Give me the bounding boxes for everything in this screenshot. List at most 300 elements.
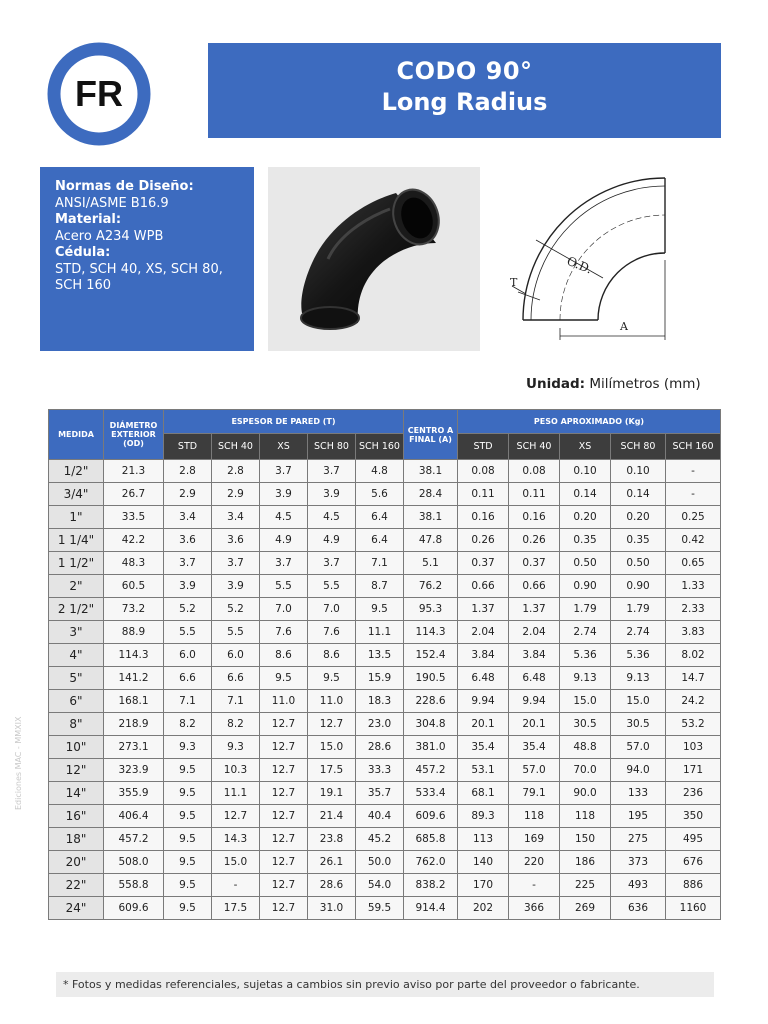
table-cell: 1.79	[611, 598, 666, 621]
table-cell: 3.4	[212, 506, 260, 529]
table-cell: 0.50	[611, 552, 666, 575]
header-espesor: ESPESOR DE PARED (T)	[164, 410, 404, 434]
table-cell: 0.16	[458, 506, 509, 529]
table-cell: 4.8	[356, 460, 404, 483]
table-cell: 5.5	[260, 575, 308, 598]
normas-label: Normas de Diseño:	[55, 179, 194, 194]
table-cell: 355.9	[104, 782, 164, 805]
table-cell: 12.7	[260, 713, 308, 736]
table-cell: 0.10	[611, 460, 666, 483]
table-cell: 6"	[49, 690, 104, 713]
table-row	[49, 851, 721, 874]
table-cell: 12.7	[260, 736, 308, 759]
table-cell: 30.5	[611, 713, 666, 736]
table-cell: 228.6	[404, 690, 458, 713]
table-cell: 48.8	[560, 736, 611, 759]
table-cell: 45.2	[356, 828, 404, 851]
table-cell: 3.7	[212, 552, 260, 575]
table-cell: 7.1	[356, 552, 404, 575]
unit-value: Milímetros (mm)	[589, 376, 701, 392]
title-banner	[208, 43, 721, 138]
table-cell: 685.8	[404, 828, 458, 851]
table-row	[49, 552, 721, 575]
table-cell: 7.0	[260, 598, 308, 621]
table-cell: 12.7	[260, 874, 308, 897]
edition-watermark: Ediciones MAC - MMXIX	[14, 716, 23, 810]
table-cell: 275	[611, 828, 666, 851]
table-cell: 48.3	[104, 552, 164, 575]
sub-t-xs: XS	[260, 434, 308, 460]
table-cell: 70.0	[560, 759, 611, 782]
table-cell: 457.2	[104, 828, 164, 851]
table-cell: 33.3	[356, 759, 404, 782]
dimensions-table	[48, 409, 721, 920]
table-cell: 533.4	[404, 782, 458, 805]
sub-t-sch160: SCH 160	[356, 434, 404, 460]
table-cell: 273.1	[104, 736, 164, 759]
table-cell: 0.11	[509, 483, 560, 506]
table-cell: 42.2	[104, 529, 164, 552]
table-cell: 2.33	[666, 598, 721, 621]
table-cell: 15.9	[356, 667, 404, 690]
logo-text: FR	[75, 73, 123, 114]
sub-w-sch160: SCH 160	[666, 434, 721, 460]
table-cell: 28.6	[356, 736, 404, 759]
table-cell: 218.9	[104, 713, 164, 736]
table-cell: 15.0	[212, 851, 260, 874]
table-cell: 1.33	[666, 575, 721, 598]
table-cell: 5.36	[611, 644, 666, 667]
table-cell: 14.7	[666, 667, 721, 690]
table-cell: 53.2	[666, 713, 721, 736]
table-cell: 57.0	[509, 759, 560, 782]
cedula-value-1: STD, SCH 40, XS, SCH 80,	[55, 261, 223, 277]
table-cell: 17.5	[308, 759, 356, 782]
table-cell: 3/4"	[49, 483, 104, 506]
table-cell: 150	[560, 828, 611, 851]
table-cell: 57.0	[611, 736, 666, 759]
table-cell: 140	[458, 851, 509, 874]
a-label: A	[620, 320, 628, 333]
table-cell: 6.6	[164, 667, 212, 690]
table-cell: 0.14	[611, 483, 666, 506]
material-label: Material:	[55, 212, 122, 227]
table-cell: 18.3	[356, 690, 404, 713]
table-cell: 1.79	[560, 598, 611, 621]
table-cell: 186	[560, 851, 611, 874]
table-cell: 35.4	[458, 736, 509, 759]
elbow-illustration	[268, 167, 480, 351]
table-cell: 12.7	[260, 759, 308, 782]
table-cell: 12"	[49, 759, 104, 782]
table-row	[49, 713, 721, 736]
table-cell: 0.08	[458, 460, 509, 483]
table-cell: 9.5	[356, 598, 404, 621]
table-cell: 26.7	[104, 483, 164, 506]
table-cell: 2.9	[212, 483, 260, 506]
table-cell: 5.6	[356, 483, 404, 506]
table-cell: 88.9	[104, 621, 164, 644]
table-cell: 676	[666, 851, 721, 874]
table-cell: 0.11	[458, 483, 509, 506]
table-row	[49, 529, 721, 552]
table-cell: 1"	[49, 506, 104, 529]
table-cell: 1 1/4"	[49, 529, 104, 552]
table-cell: 10.3	[212, 759, 260, 782]
table-cell: 2.04	[458, 621, 509, 644]
table-cell: 8.2	[164, 713, 212, 736]
table-cell: 16"	[49, 805, 104, 828]
table-cell: 114.3	[404, 621, 458, 644]
table-cell: 202	[458, 897, 509, 920]
table-cell: 5.2	[212, 598, 260, 621]
table-cell: 38.1	[404, 506, 458, 529]
table-cell: 28.6	[308, 874, 356, 897]
table-cell: 23.0	[356, 713, 404, 736]
table-cell: 14"	[49, 782, 104, 805]
table-cell: 15.0	[308, 736, 356, 759]
sub-t-sch40: SCH 40	[212, 434, 260, 460]
table-cell: 5"	[49, 667, 104, 690]
sub-t-std: STD	[164, 434, 212, 460]
table-cell: 1.37	[509, 598, 560, 621]
table-cell: 11.0	[308, 690, 356, 713]
table-cell: 23.8	[308, 828, 356, 851]
header-diametro: DIÁMETRO EXTERIOR (OD)	[104, 410, 164, 460]
table-cell: 190.5	[404, 667, 458, 690]
table-cell: 3.9	[212, 575, 260, 598]
table-row	[49, 644, 721, 667]
table-cell: 5.1	[404, 552, 458, 575]
table-cell: 11.1	[212, 782, 260, 805]
table-row	[49, 598, 721, 621]
table-cell: 323.9	[104, 759, 164, 782]
table-cell: 15.0	[560, 690, 611, 713]
table-cell: 60.5	[104, 575, 164, 598]
table-cell: 457.2	[404, 759, 458, 782]
table-cell: 3.6	[164, 529, 212, 552]
table-cell: 0.66	[509, 575, 560, 598]
table-cell: 381.0	[404, 736, 458, 759]
table-cell: 0.35	[560, 529, 611, 552]
table-cell: 5.5	[212, 621, 260, 644]
table-cell: 4.9	[308, 529, 356, 552]
table-cell: 59.5	[356, 897, 404, 920]
table-cell: 11.0	[260, 690, 308, 713]
table-cell: 6.6	[212, 667, 260, 690]
table-cell: 20.1	[458, 713, 509, 736]
table-cell: 8"	[49, 713, 104, 736]
design-specs	[40, 167, 254, 351]
cedula-value-2: SCH 160	[55, 278, 112, 293]
table-cell: 90.0	[560, 782, 611, 805]
table-cell: 3"	[49, 621, 104, 644]
table-cell: 6.4	[356, 529, 404, 552]
table-cell: 304.8	[404, 713, 458, 736]
table-cell: 2.04	[509, 621, 560, 644]
table-cell: 14.3	[212, 828, 260, 851]
table-cell: 6.48	[458, 667, 509, 690]
table-cell: 114.3	[104, 644, 164, 667]
table-cell: 133	[611, 782, 666, 805]
table-cell: 9.5	[164, 759, 212, 782]
table-cell: 168.1	[104, 690, 164, 713]
table-cell: 3.84	[458, 644, 509, 667]
table-row	[49, 759, 721, 782]
sub-w-std: STD	[458, 434, 509, 460]
table-cell: 762.0	[404, 851, 458, 874]
table-cell: 21.3	[104, 460, 164, 483]
table-cell: 5.5	[308, 575, 356, 598]
table-cell: 50.0	[356, 851, 404, 874]
table-cell: 9.94	[458, 690, 509, 713]
table-cell: 47.8	[404, 529, 458, 552]
table-cell: 7.6	[308, 621, 356, 644]
table-cell: 3.4	[164, 506, 212, 529]
table-row	[49, 460, 721, 483]
fr-logo	[47, 42, 151, 146]
table-cell: 7.1	[164, 690, 212, 713]
table-cell: 2"	[49, 575, 104, 598]
table-cell: 0.90	[611, 575, 666, 598]
header-centro: CENTRO A FINAL (A)	[404, 410, 458, 460]
material-value: Acero A234 WPB	[55, 228, 164, 244]
table-cell: 12.7	[260, 805, 308, 828]
table-cell: 11.1	[356, 621, 404, 644]
table-cell: 89.3	[458, 805, 509, 828]
table-cell: -	[666, 483, 721, 506]
table-cell: 6.4	[356, 506, 404, 529]
unit-label: Unidad:	[526, 376, 586, 392]
table-cell: 94.0	[611, 759, 666, 782]
table-cell: 2.74	[560, 621, 611, 644]
table-cell: 8.6	[308, 644, 356, 667]
table-cell: 28.4	[404, 483, 458, 506]
table-cell: 53.1	[458, 759, 509, 782]
elbow-dimension-drawing	[498, 160, 708, 350]
table-cell: 20.1	[509, 713, 560, 736]
table-cell: 20"	[49, 851, 104, 874]
sub-w-sch40: SCH 40	[509, 434, 560, 460]
table-cell: 3.6	[212, 529, 260, 552]
table-cell: 0.42	[666, 529, 721, 552]
table-cell: 30.5	[560, 713, 611, 736]
table-row	[49, 874, 721, 897]
table-cell: 4.9	[260, 529, 308, 552]
table-cell: 73.2	[104, 598, 164, 621]
table-cell: 10"	[49, 736, 104, 759]
header-medida: MEDIDA	[49, 410, 104, 460]
table-cell: -	[212, 874, 260, 897]
table-row	[49, 483, 721, 506]
table-cell: 3.7	[164, 552, 212, 575]
table-cell: 13.5	[356, 644, 404, 667]
table-cell: 9.5	[164, 851, 212, 874]
cedula-label: Cédula:	[55, 245, 111, 260]
table-cell: 9.5	[164, 782, 212, 805]
table-cell: 8.6	[260, 644, 308, 667]
t-label: T	[510, 276, 518, 289]
table-cell: 0.10	[560, 460, 611, 483]
table-cell: 0.50	[560, 552, 611, 575]
table-cell: 3.83	[666, 621, 721, 644]
table-cell: 24"	[49, 897, 104, 920]
od-label: O.D.	[564, 253, 595, 277]
title-line1: CODO 90°	[396, 57, 533, 85]
table-cell: 15.0	[611, 690, 666, 713]
table-cell: 103	[666, 736, 721, 759]
table-cell: 9.13	[611, 667, 666, 690]
table-cell: 350	[666, 805, 721, 828]
table-body	[49, 460, 721, 920]
table-cell: 68.1	[458, 782, 509, 805]
table-cell: 9.5	[260, 667, 308, 690]
table-row	[49, 690, 721, 713]
header-peso: PESO APROXIMADO (Kg)	[458, 410, 721, 434]
table-cell: 220	[509, 851, 560, 874]
table-cell: 1.37	[458, 598, 509, 621]
table-cell: 886	[666, 874, 721, 897]
footnote: * Fotos y medidas referenciales, sujetas a cambios sin previo aviso por parte del proveedor o fabricante.	[56, 972, 714, 997]
table-cell: 9.13	[560, 667, 611, 690]
table-cell: 9.5	[164, 874, 212, 897]
table-cell: 95.3	[404, 598, 458, 621]
table-cell: 4"	[49, 644, 104, 667]
table-cell: 3.7	[260, 460, 308, 483]
table-cell: 609.6	[404, 805, 458, 828]
table-cell: 1 1/2"	[49, 552, 104, 575]
table-cell: 0.26	[509, 529, 560, 552]
table-cell: 914.4	[404, 897, 458, 920]
table-cell: 40.4	[356, 805, 404, 828]
table-cell: 169	[509, 828, 560, 851]
normas-value: ANSI/ASME B16.9	[55, 195, 169, 211]
table-cell: 2.8	[212, 460, 260, 483]
table-cell: 22"	[49, 874, 104, 897]
title-line2: Long Radius	[381, 88, 548, 116]
elbow-photo	[268, 167, 480, 351]
table-row	[49, 506, 721, 529]
table-cell: 0.35	[611, 529, 666, 552]
table-cell: 76.2	[404, 575, 458, 598]
table-cell: 373	[611, 851, 666, 874]
table-cell: 18"	[49, 828, 104, 851]
table-cell: 5.2	[164, 598, 212, 621]
table-cell: 838.2	[404, 874, 458, 897]
table-cell: 3.9	[308, 483, 356, 506]
table-cell: 8.7	[356, 575, 404, 598]
table-cell: 3.7	[308, 460, 356, 483]
table-cell: 636	[611, 897, 666, 920]
table-cell: 9.3	[212, 736, 260, 759]
table-cell: 12.7	[260, 828, 308, 851]
table-cell: 4.5	[308, 506, 356, 529]
table-cell: 9.94	[509, 690, 560, 713]
table-cell: 0.20	[560, 506, 611, 529]
table-cell: 6.48	[509, 667, 560, 690]
table-cell: 12.7	[260, 782, 308, 805]
sub-w-xs: XS	[560, 434, 611, 460]
table-row	[49, 736, 721, 759]
table-cell: 508.0	[104, 851, 164, 874]
table-cell: 4.5	[260, 506, 308, 529]
table-cell: 31.0	[308, 897, 356, 920]
table-cell: 12.7	[260, 897, 308, 920]
table-cell: 113	[458, 828, 509, 851]
table-cell: 558.8	[104, 874, 164, 897]
table-row	[49, 575, 721, 598]
table-cell: 7.6	[260, 621, 308, 644]
table-cell: 366	[509, 897, 560, 920]
table-cell: 24.2	[666, 690, 721, 713]
table-cell: 609.6	[104, 897, 164, 920]
table-cell: 5.5	[164, 621, 212, 644]
table-cell: 141.2	[104, 667, 164, 690]
table-cell: 406.4	[104, 805, 164, 828]
table-cell: 152.4	[404, 644, 458, 667]
table-cell: 54.0	[356, 874, 404, 897]
table-cell: 9.3	[164, 736, 212, 759]
table-cell: 26.1	[308, 851, 356, 874]
table-cell: 9.5	[164, 805, 212, 828]
table-cell: 12.7	[212, 805, 260, 828]
sub-w-sch80: SCH 80	[611, 434, 666, 460]
table-row	[49, 621, 721, 644]
table-cell: 1160	[666, 897, 721, 920]
table-cell: 7.1	[212, 690, 260, 713]
table-cell: 35.4	[509, 736, 560, 759]
table-cell: 0.90	[560, 575, 611, 598]
unit-note	[526, 376, 701, 392]
table-cell: 2.74	[611, 621, 666, 644]
table-cell: 12.7	[308, 713, 356, 736]
table-cell: 2.9	[164, 483, 212, 506]
table-cell: 170	[458, 874, 509, 897]
table-cell: 3.84	[509, 644, 560, 667]
sub-t-sch80: SCH 80	[308, 434, 356, 460]
table-cell: 0.65	[666, 552, 721, 575]
table-cell: 236	[666, 782, 721, 805]
table-cell: 493	[611, 874, 666, 897]
table-row	[49, 828, 721, 851]
table-cell: 9.5	[164, 828, 212, 851]
table-cell: 3.7	[260, 552, 308, 575]
table-cell: 171	[666, 759, 721, 782]
table-cell: 118	[560, 805, 611, 828]
table-cell: 495	[666, 828, 721, 851]
table-cell: 7.0	[308, 598, 356, 621]
table-cell: 0.37	[458, 552, 509, 575]
table-cell: 195	[611, 805, 666, 828]
table-cell: 1/2"	[49, 460, 104, 483]
table-cell: 2.8	[164, 460, 212, 483]
table-cell: 0.14	[560, 483, 611, 506]
table-cell: 8.02	[666, 644, 721, 667]
table-cell: 79.1	[509, 782, 560, 805]
table-cell: 0.25	[666, 506, 721, 529]
table-cell: 0.37	[509, 552, 560, 575]
table-cell: 225	[560, 874, 611, 897]
table-cell: 2 1/2"	[49, 598, 104, 621]
table-cell: 9.5	[164, 897, 212, 920]
table-cell: 12.7	[260, 851, 308, 874]
table-cell: 3.7	[308, 552, 356, 575]
table-cell: 6.0	[164, 644, 212, 667]
table-row	[49, 897, 721, 920]
table-cell: -	[666, 460, 721, 483]
table-cell: 0.20	[611, 506, 666, 529]
table-cell: 118	[509, 805, 560, 828]
